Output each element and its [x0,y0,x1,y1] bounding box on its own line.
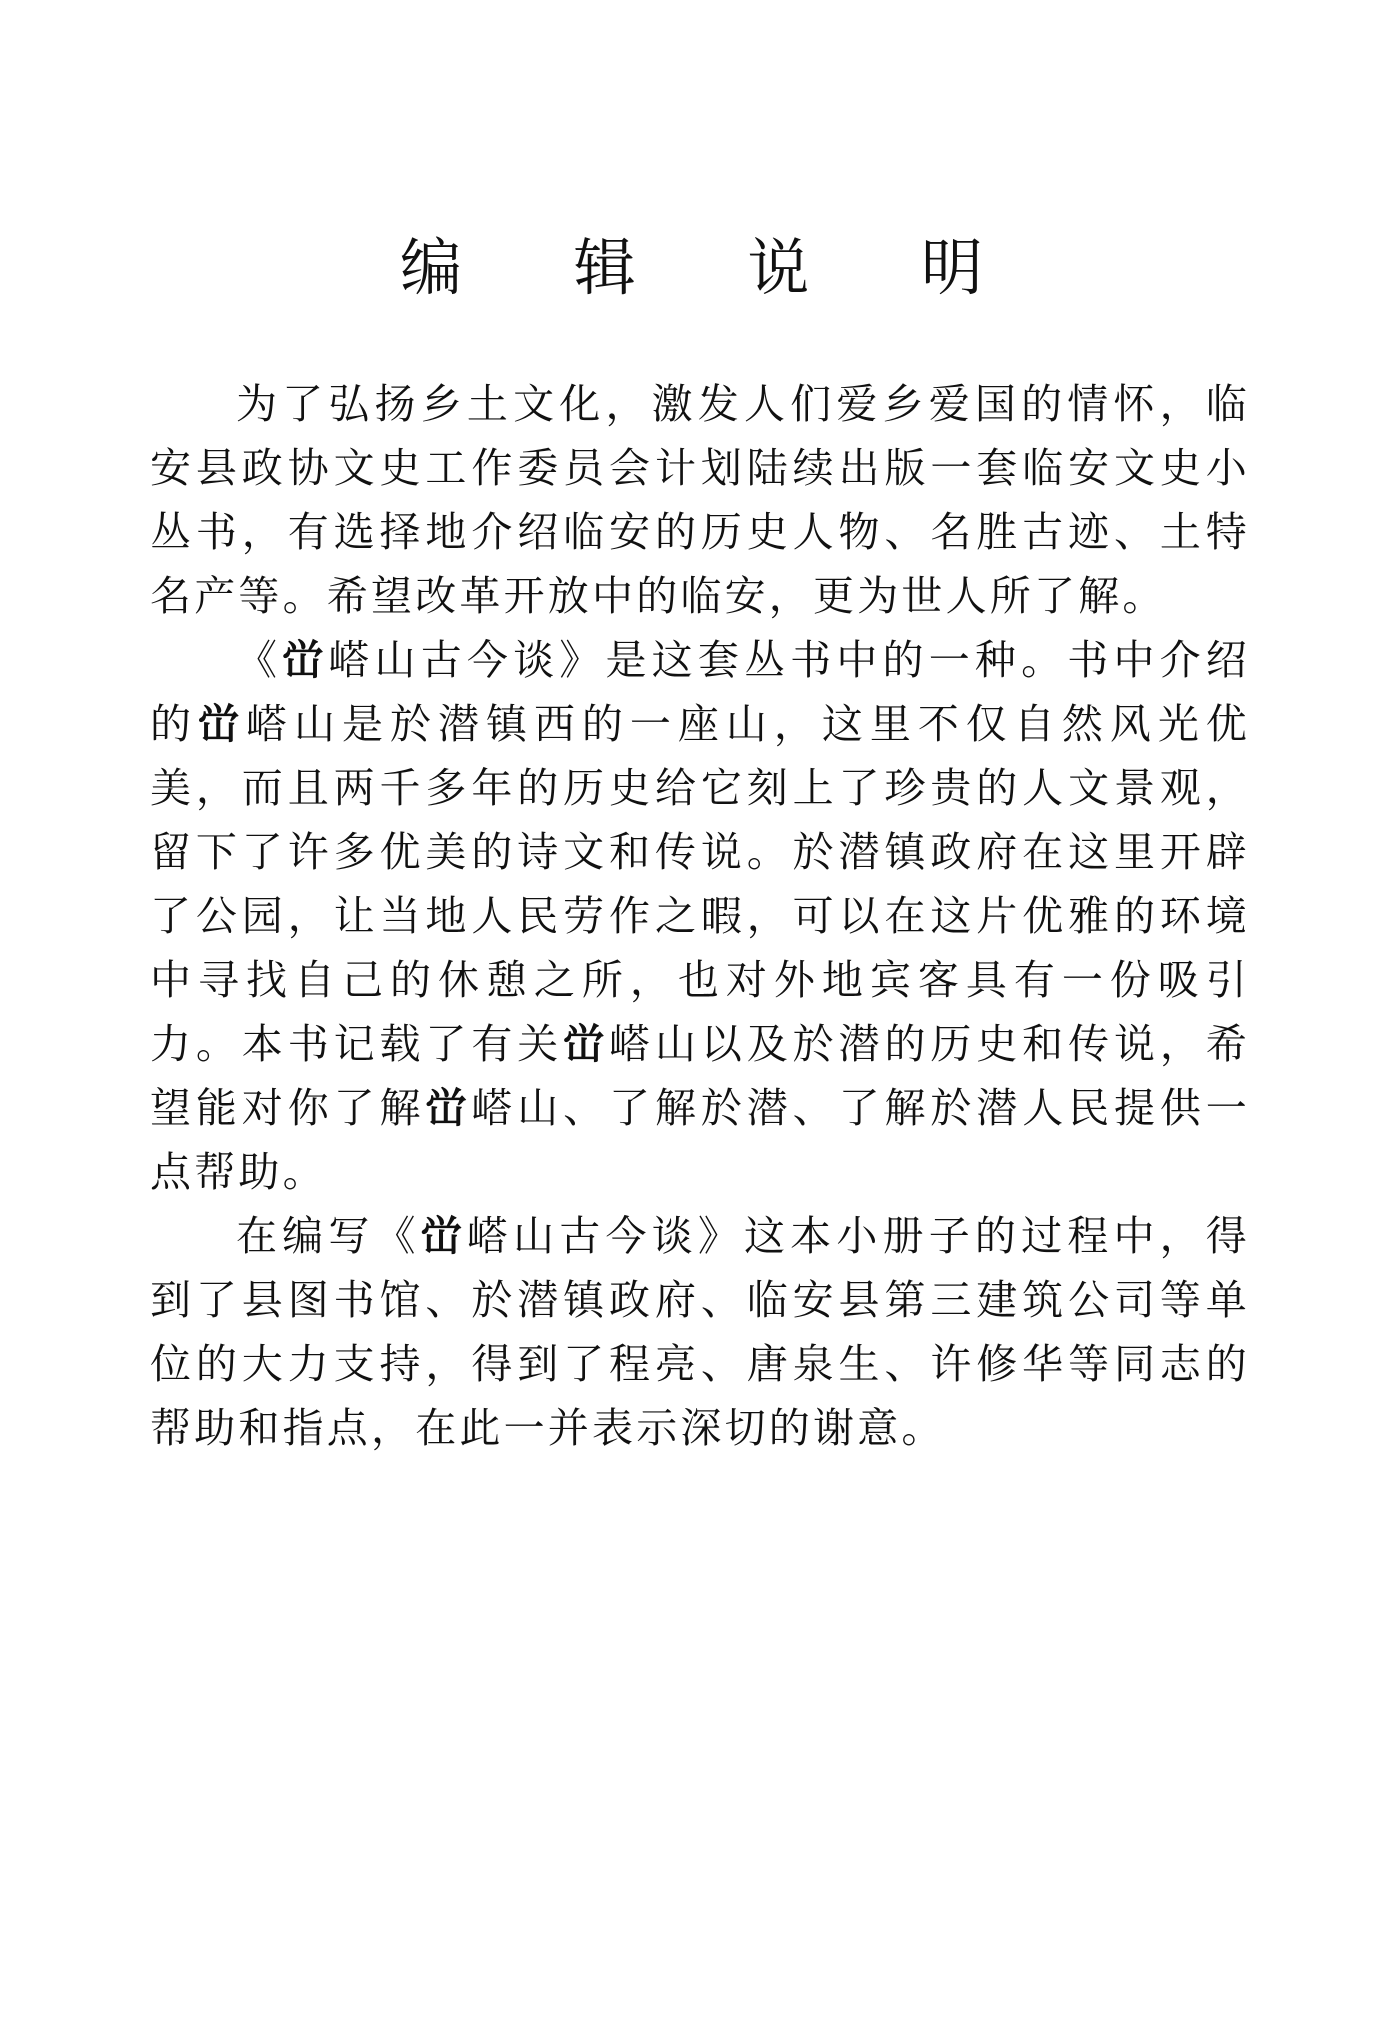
body-text [150,372,1250,1460]
text-segment: 㟷山、了解於潜、了解於潜人民提供一点帮助。 [150,1084,1251,1196]
paragraph-3 [150,1204,1250,1460]
text-segment: 㟷山以及於潜的历史和传说，希望能对你了解 [150,1020,1250,1132]
mountain-name-char: 峃 [563,1020,610,1068]
mountain-name-char: 峃 [198,700,246,748]
text-segment: 㟷山是於潜镇西的一座山，这里不仅自然风光优美，而且两千多年的历史给它刻上了珍贵的人文景观，留下了许多优美的诗文和传说。於潜镇政府在这里开辟了公园，让当地人民劳作之暇，可以在这片优雅的环境中寻找自己的休憩之所，也对外地宾客具有一份吸引力。本书记载了有关 [150,700,1251,1068]
text-segment: 在编写《 [236,1212,421,1260]
mountain-name-char: 峃 [420,1212,467,1260]
text-segment: 㟷山古今谈》是这套丛书中的一种。书中介绍的 [150,636,1251,748]
page-title: 编 辑 说 明 [399,231,1030,304]
text-segment: 㟷山古今谈》这本小册子的过程中，得到了县图书馆、於潜镇政府、临安县第三建筑公司等单位的大力支持，得到了程亮、唐泉生、许修华等同志的帮助和指点，在此一并表示深切的谢意。 [150,1212,1250,1452]
mountain-name-char: 峃 [282,636,329,684]
text-segment: 《 [236,636,283,684]
paragraph-1: 为了弘扬乡土文化，激发人们爱乡爱国的情怀，临安县政协文史工作委员会计划陆续出版一套临安文史小丛书，有选择地介绍临安的历史人物、名胜古迹、土特名产等。希望改革开放中的临安，更为世人所了解。 [150,380,1250,620]
paragraph-2 [150,628,1250,1204]
mountain-name-char: 峃 [425,1084,472,1132]
